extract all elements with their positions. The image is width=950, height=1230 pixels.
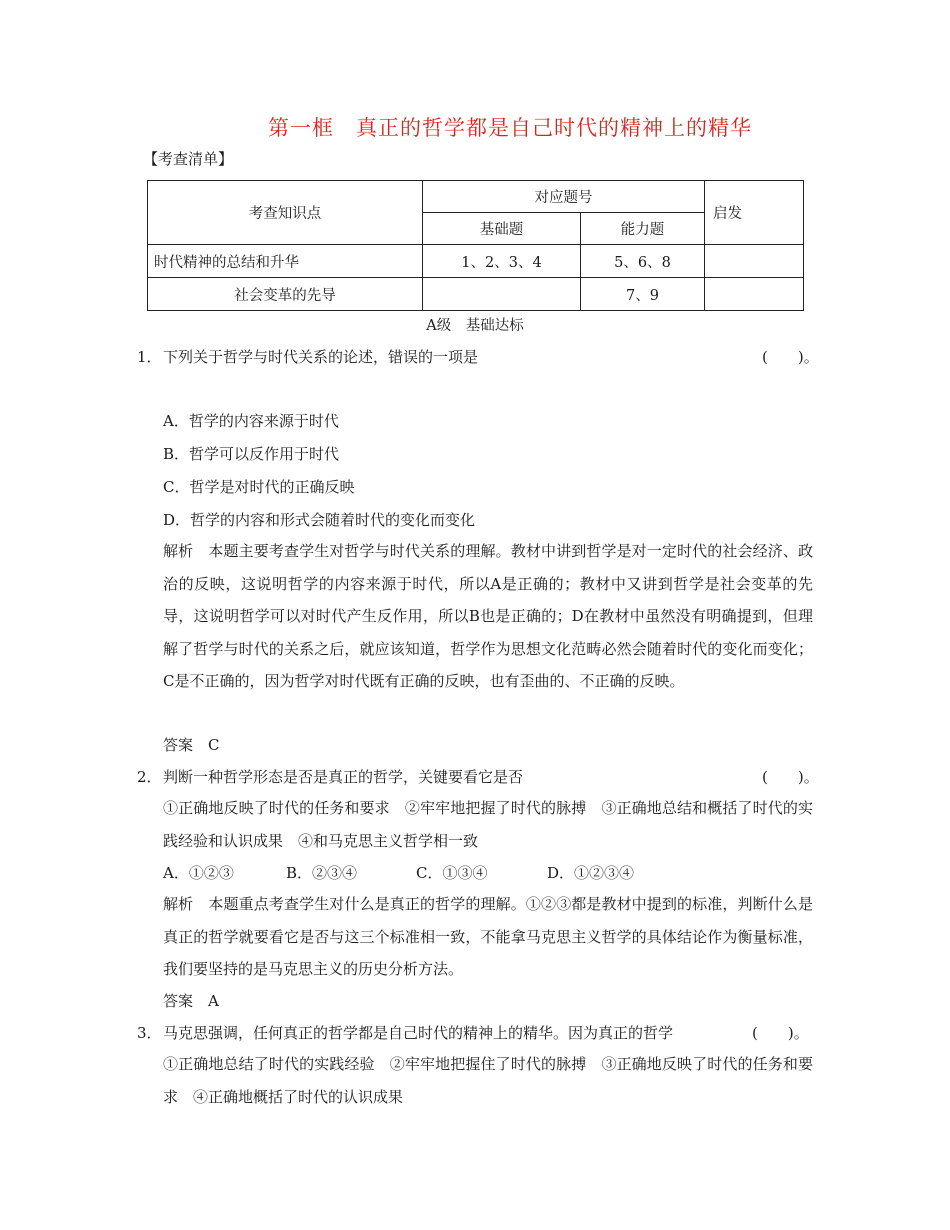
cell-insight (705, 278, 804, 311)
level-heading: A级 基础达标 (426, 318, 524, 334)
q2-option-c: C．①③④ (416, 864, 488, 882)
q3-items: ①正确地总结了时代的实践经验 ②牢牢地把握住了时代的脉搏 ③正确地反映了时代的任务和要求 ④正确地概括了时代的认识成果 (163, 1055, 813, 1106)
header-knowledge: 考查知识点 (148, 181, 423, 245)
q1-answer: 答案 C (163, 736, 220, 754)
cell-knowledge: 时代精神的总结和升华 (148, 245, 423, 278)
table-row (148, 245, 804, 278)
q2-answer: 答案 A (163, 992, 219, 1010)
q1-option-a: A．哲学的内容来源于时代 (163, 412, 339, 430)
q1-stem: 下列关于哲学与时代关系的论述，错误的一项是 (163, 348, 479, 366)
q3-answer-blank: ( )。 (752, 1024, 809, 1042)
q2-number: 2． (137, 768, 162, 786)
cell-ability: 5、6、8 (581, 245, 705, 278)
q1-option-c: C．哲学是对时代的正确反映 (163, 478, 355, 496)
q2-option-a: A．①②③ (163, 864, 234, 882)
q1-answer-blank: ( )。 (762, 348, 819, 366)
q2-answer-blank: ( )。 (762, 768, 819, 786)
cell-basic (423, 278, 581, 311)
q1-number: 1． (137, 348, 162, 366)
header-basic: 基础题 (423, 213, 581, 245)
q2-stem: 判断一种哲学形态是否是真正的哲学，关键要看它是否 (163, 768, 524, 786)
cell-basic: 1、2、3、4 (423, 245, 581, 278)
header-questions: 对应题号 (423, 181, 705, 213)
header-insight: 启发 (705, 181, 804, 245)
table-header-row (148, 181, 804, 213)
cell-insight (705, 245, 804, 278)
section-label: 【考查清单】 (143, 150, 234, 168)
knowledge-table (147, 180, 804, 311)
q3-number: 3． (137, 1024, 162, 1042)
q2-option-d: D．①②③④ (547, 864, 635, 882)
table-row (148, 278, 804, 311)
q2-items: ①正确地反映了时代的任务和要求 ②牢牢地把握了时代的脉搏 ③正确地总结和概括了时代的实践经验和认识成果 ④和马克思主义哲学相一致 (163, 799, 813, 850)
header-ability: 能力题 (581, 213, 705, 245)
q2-option-b: B．②③④ (286, 864, 358, 882)
cell-knowledge: 社会变革的先导 (148, 278, 423, 311)
page-title: 第一框 真正的哲学都是自己时代的精神上的精华 (268, 116, 752, 140)
cell-ability: 7、9 (581, 278, 705, 311)
q3-stem: 马克思强调，任何真正的哲学都是自己时代的精神上的精华。因为真正的哲学 (163, 1024, 674, 1042)
q1-option-b: B．哲学可以反作用于时代 (163, 445, 340, 463)
q1-option-d: D．哲学的内容和形式会随着时代的变化而变化 (163, 511, 476, 529)
q1-analysis: 解析 本题主要考查学生对哲学与时代关系的理解。教材中讲到哲学是对一定时代的社会经济、政治的反映，这说明哲学的内容来源于时代，所以A是正确的；教材中又讲到哲学是社会变革的先导，这说明哲学可以对时代产生反作用，所以B也是正确的；D在教材中虽然没有明确提到，但理解了哲学与时代的关系之后，就应该知道，哲学作为思想文化范畴必然会随着时代的变化而变化；C是不正确的，因为哲学对时代既有正确的反映，也有歪曲的、不正确的反映。 (163, 542, 813, 690)
q2-analysis: 解析 本题重点考查学生对什么是真正的哲学的理解。①②③都是教材中提到的标准，判断什么是真正的哲学就要看它是否与这三个标准相一致，不能拿马克思主义哲学的具体结论作为衡量标准，我们要坚持的是马克思主义的历史分析方法。 (163, 895, 813, 978)
